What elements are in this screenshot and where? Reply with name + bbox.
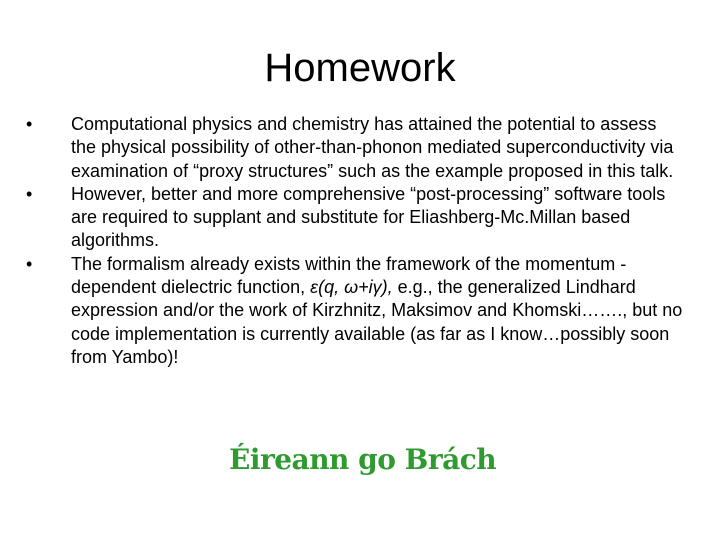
bullet-text: Computational physics and chemistry has attained the potential to assess the physical possibility of other-than-phonon mediated superconductivity via examination of “proxy structures” such as the example proposed in this talk. <box>71 114 674 181</box>
bullet-text-before-formula: The formalism already exists within the framework of the momentum -dependent dielectric function, <box>71 253 627 298</box>
bullet-item <box>26 183 686 253</box>
bullet-marker: • <box>26 253 33 274</box>
bullet-marker: • <box>26 183 33 204</box>
bullet-item <box>26 253 686 369</box>
bullet-text-after-formula: e.g., the generalized Lindhard expression and/or the work of Kirzhnitz, Maksimov and Khomski……., but no code implementation is currently available (as far as I know…possibly soon from Yambo)! <box>71 277 683 367</box>
signature-text: Éireann go Brách <box>229 443 497 476</box>
bullet-item <box>26 113 686 183</box>
bullet-list <box>26 113 686 369</box>
slide-title: Homework <box>264 46 456 90</box>
bullet-text: However, better and more comprehensive “post-processing” software tools are required to supplant and substitute for Eliashberg-Mc.Millan based algorithms. <box>71 183 666 251</box>
dielectric-function-formula: ε(q, ω+iγ), <box>310 277 393 298</box>
bullet-marker: • <box>26 114 33 134</box>
